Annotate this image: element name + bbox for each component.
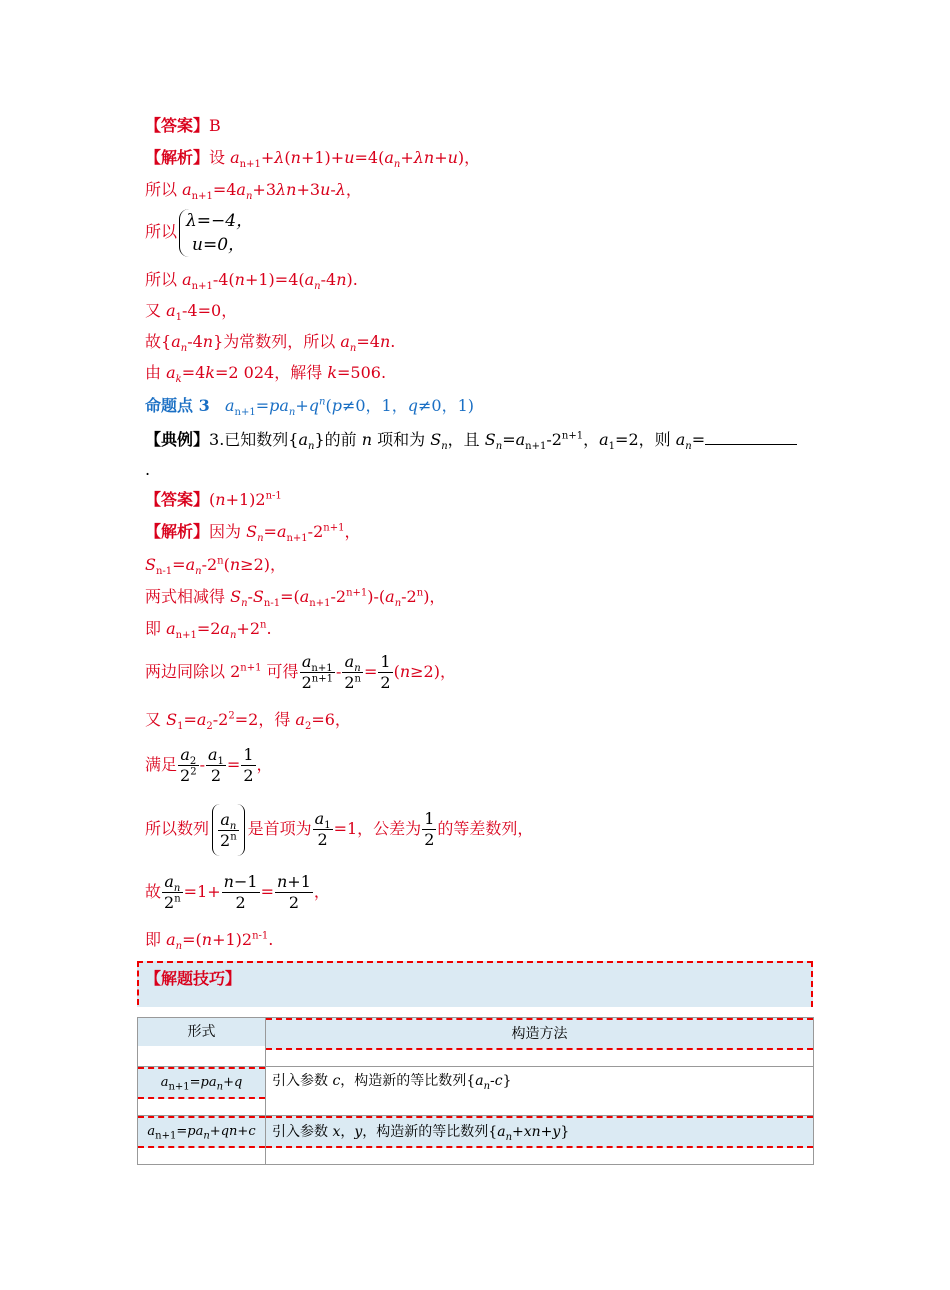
system-eq-1: λ=−4， — [186, 210, 254, 231]
table-row — [138, 1116, 814, 1165]
header-form-cell — [138, 1018, 266, 1067]
equation-system-line — [145, 206, 253, 258]
fraction-n-1: $\frac{n-1}{2}$ — [223, 872, 258, 912]
ex3-line-10: 即 $a_n=(n+1)2^{n-1}$. — [145, 930, 274, 953]
fraction-an-2n: $\frac{a_n}{2^n}$ — [220, 809, 237, 850]
topic-heading: 命题点 3 $a_{n+1}=pa_n+q^n(p\ne 0$，1，q≠0，1) — [145, 396, 475, 419]
ex3-line-4: 即 $a_{n+1}=2a_n+2^n$. — [145, 619, 272, 642]
fraction-half-3: $\frac{1}{2}$ — [424, 809, 435, 849]
fraction-a1: $\frac{a_1}{2}$ — [207, 745, 224, 785]
tips-box-left-border — [137, 961, 139, 1005]
example-label: 【典例】 — [145, 430, 210, 449]
method-1: 引入参数 c，构造新的等比数列$\{a_n-c\}$ — [266, 1067, 813, 1095]
form-cell-2 — [138, 1116, 266, 1165]
fraction-an-2n-b: $\frac{a_n}{2^n}$ — [164, 872, 181, 912]
method-cell-2 — [266, 1116, 814, 1165]
ex3-line-1: 【解析】因为 $S_n=a_{n+1}-2^{n+1}$， — [145, 522, 361, 545]
analysis-line-2: 所以 $a_{n+1}=4a_n+3\lambda n+3u-\lambda$， — [145, 180, 362, 203]
system-eq-2: u=0， — [192, 234, 246, 255]
form-1: $a_{n+1}=pa_n+q$ — [138, 1067, 265, 1099]
table-header-row — [138, 1018, 814, 1067]
example3-question: 【典例】3.已知数列$\{a_n\}$的前 n 项和为 $S_n$，且 $S_n=a_{n+1}-2^{n+1}$，$a_1=2$，则 $a_n=$ — [145, 430, 797, 450]
equation-system — [179, 209, 253, 257]
ex3-line-2: $S_{n-1}=a_n-2^n(n\ge 2)$， — [145, 555, 287, 578]
ex3-line-6: 又 $S_1=a_2-2^2=2$，得 $a_2=6$， — [145, 710, 351, 733]
form-2: $a_{n+1}=pa_n+qn+c$ — [138, 1116, 265, 1148]
analysis-line-4: 所以 $a_{n+1}-4(n+1)=4(a_n-4n)$. — [145, 270, 358, 293]
fraction-n1: $\frac{n+1}{2}$ — [276, 872, 311, 912]
tips-title: 【解题技巧】 — [145, 969, 242, 988]
header-form: 形式 — [138, 1018, 265, 1046]
ex3-line-9: 故 $\frac{a_n}{2^n}$ =1+ $\frac{n-1}{2}$ = $\frac{n+1}{2}$ ， — [145, 872, 330, 912]
fraction-half: $\frac{1}{2}$ — [380, 652, 391, 692]
header-method: 构造方法 — [266, 1018, 813, 1050]
answer-label-3: 【答案】 — [145, 490, 210, 509]
analysis-line-6: 故$\{a_n-4n\}$为常数列，所以 $a_n=4n$. — [145, 332, 396, 355]
form-cell-1 — [138, 1067, 266, 1116]
ex3-line-8: 所以数列 $\frac{a_n}{2^n}$ 是首项为 $\frac{a_1}{2}$ =1，公差为 $\frac{1}{2}$ 的等差数列， — [145, 803, 533, 856]
ex3-line-5: 两边同除以 $2^{n+1}$ 可得 $\frac{a_{n+1}}{2^{n+1}}$ - $\frac{a_n}{2^n}$ = $\frac{1}{2}$ (n≥2)， — [145, 652, 456, 692]
method-2: 引入参数 x，y，构造新的等比数列$\{a_n+xn+y\}$ — [266, 1116, 813, 1148]
analysis-label-3: 【解析】 — [145, 522, 210, 541]
question-period: . — [145, 460, 151, 479]
ex3-line-3: 两式相减得 $S_n-S_{n-1}=(a_{n+1}-2^{n+1})-(a_n-2^n)$， — [145, 587, 446, 610]
answer-blank[interactable] — [705, 430, 797, 445]
sequence-set — [212, 804, 245, 856]
analysis-line-1: 【解析】设 $a_{n+1}+\lambda(n+1)+u=4(a_n+\lambda n+u)$， — [145, 148, 481, 171]
fraction-an1: $\frac{a_{n+1}}{2^{n+1}}$ — [301, 652, 333, 692]
example3-answer: 【答案】$(n+1)2^{n-1}$ — [145, 490, 282, 509]
answer-value: B — [209, 116, 221, 135]
fraction-a1-2: $\frac{a_1}{2}$ — [314, 809, 331, 849]
ex3-line-7: 满足 $\frac{a_2}{2^2}$ - $\frac{a_1}{2}$ = $\frac{1}{2}$ ， — [145, 745, 273, 785]
method-cell-1 — [266, 1067, 814, 1116]
answer-line — [145, 116, 221, 136]
table-row — [138, 1067, 814, 1116]
system-prefix: 所以 — [145, 222, 178, 241]
analysis-label: 【解析】 — [145, 148, 210, 167]
fraction-an: $\frac{a_n}{2^n}$ — [344, 652, 361, 692]
analysis-line-7: 由 $a_k=4k=2$ 024，解得 k=506. — [145, 363, 387, 386]
analysis-line-5: 又 $a_1-4=0$， — [145, 301, 238, 324]
technique-table — [137, 1017, 814, 1165]
answer-label: 【答案】 — [145, 116, 210, 135]
topic-label: 命题点 3 — [145, 396, 210, 415]
fraction-a2: $\frac{a_2}{2^2}$ — [180, 745, 197, 785]
header-method-cell — [266, 1018, 814, 1067]
fraction-half-2: $\frac{1}{2}$ — [243, 745, 254, 785]
